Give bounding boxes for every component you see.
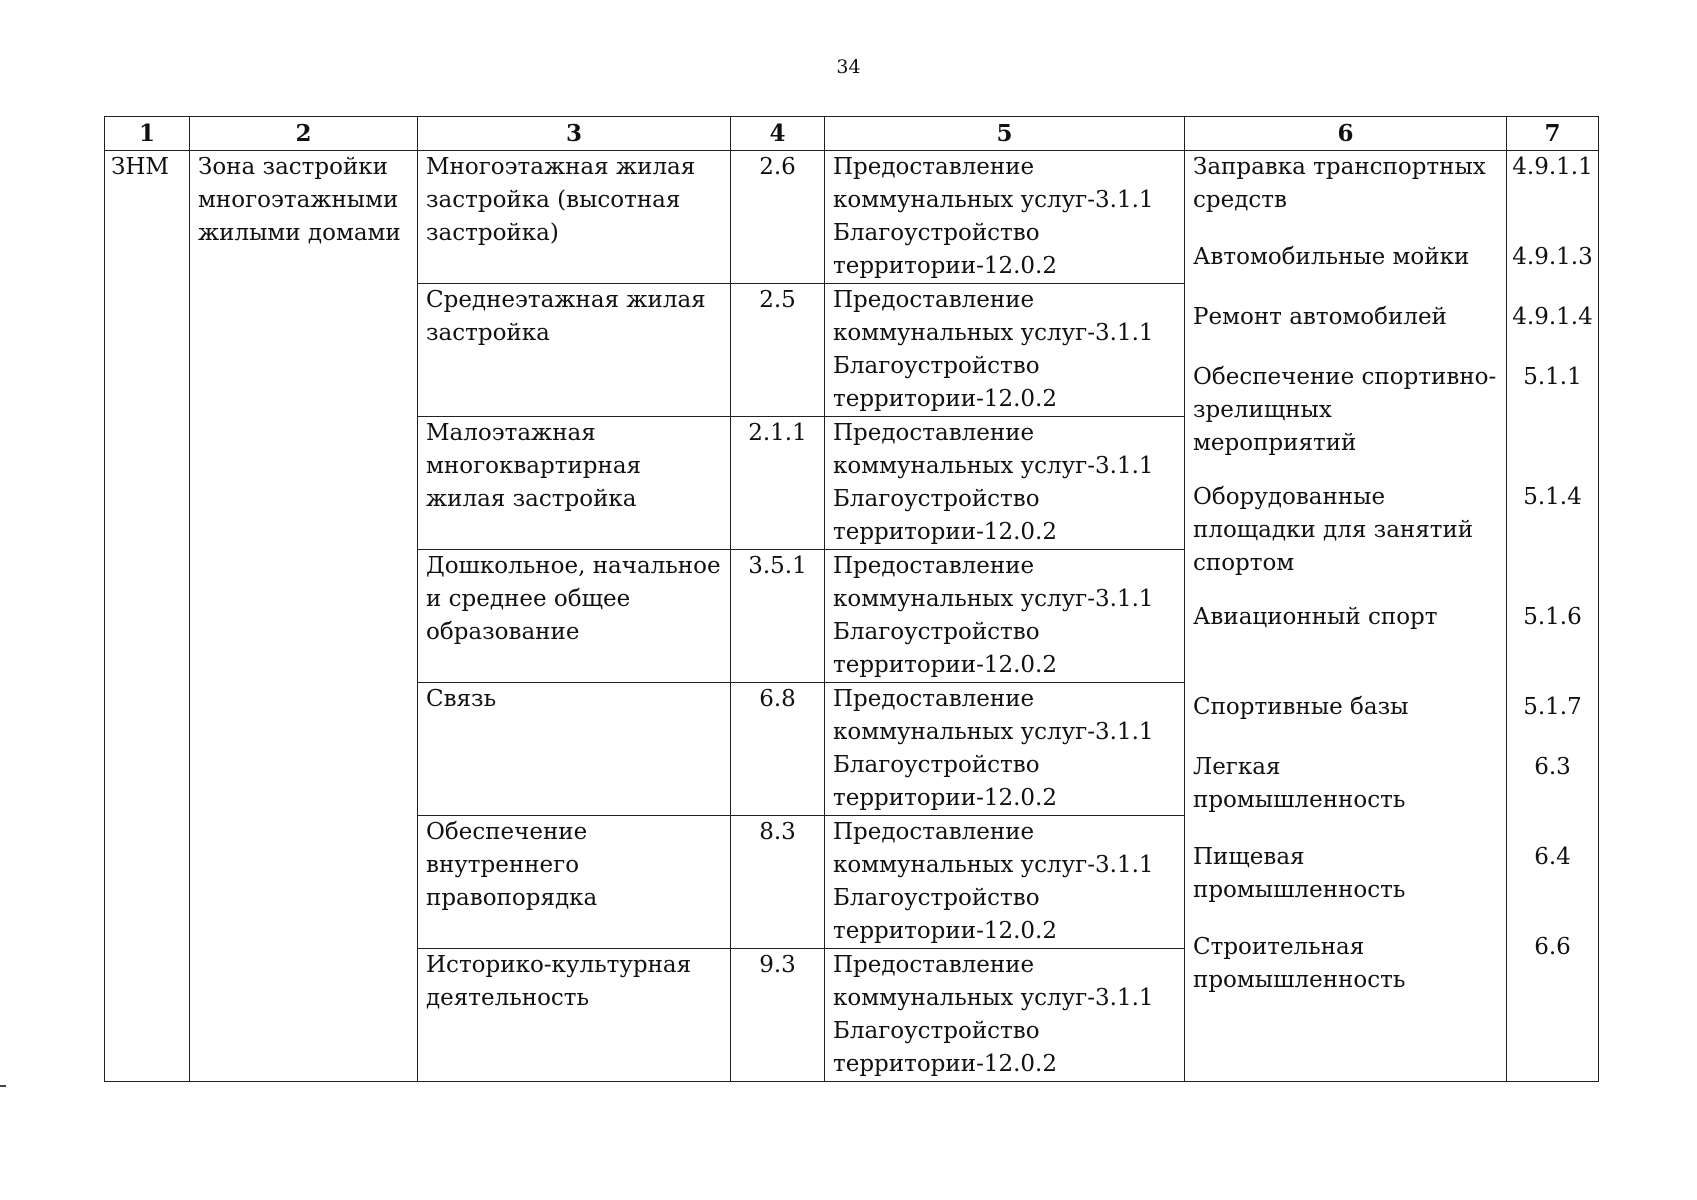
header-col-3: 3 bbox=[418, 117, 731, 151]
main-use-name: Связь bbox=[418, 683, 731, 816]
main-use-name: Обеспечение внутреннего правопорядка bbox=[418, 816, 731, 949]
conditional-use-name: Пищевая промышленность bbox=[1193, 844, 1406, 903]
header-col-7: 7 bbox=[1507, 117, 1599, 151]
zone-name: Зона застройки многоэтажными жилыми домами bbox=[190, 151, 418, 1082]
conditional-use-name: Заправка транспортных средств bbox=[1193, 154, 1486, 213]
main-use-code: 8.3 bbox=[731, 816, 825, 949]
conditional-use-code: 5.1.6 bbox=[1523, 604, 1582, 630]
conditional-use-code: 4.9.1.1 bbox=[1512, 154, 1593, 180]
aux-use-landscaping: Благоустройство территории-12.0.2 bbox=[833, 1018, 1057, 1077]
aux-use-landscaping: Благоустройство территории-12.0.2 bbox=[833, 486, 1057, 545]
conditional-use-name: Спортивные базы bbox=[1193, 694, 1409, 720]
main-use-code: 3.5.1 bbox=[731, 550, 825, 683]
aux-use-cell bbox=[825, 284, 1185, 417]
zone-code: ЗНМ bbox=[105, 151, 190, 1082]
conditional-use-code: 5.1.4 bbox=[1523, 484, 1582, 510]
conditional-use-code: 5.1.7 bbox=[1523, 694, 1582, 720]
conditional-use-name: Строительная промышленность bbox=[1193, 934, 1406, 993]
aux-use-utilities: Предоставление коммунальных услуг-3.1.1 bbox=[833, 819, 1154, 878]
conditional-use-code: 6.3 bbox=[1534, 754, 1571, 780]
conditional-use-name: Обеспечение спортивно-зрелищных мероприятий bbox=[1193, 364, 1497, 456]
aux-use-cell bbox=[825, 550, 1185, 683]
table-row bbox=[105, 151, 1599, 284]
main-use-code: 2.5 bbox=[731, 284, 825, 417]
conditional-use-name: Автомобильные мойки bbox=[1193, 244, 1470, 270]
aux-use-utilities: Предоставление коммунальных услуг-3.1.1 bbox=[833, 420, 1154, 479]
aux-use-cell bbox=[825, 417, 1185, 550]
main-use-name: Историко-культурная деятельность bbox=[418, 949, 731, 1082]
main-use-code: 2.1.1 bbox=[731, 417, 825, 550]
header-col-2: 2 bbox=[190, 117, 418, 151]
header-row bbox=[105, 117, 1599, 151]
main-use-name: Многоэтажная жилая застройка (высотная застройка) bbox=[418, 151, 731, 284]
aux-use-utilities: Предоставление коммунальных услуг-3.1.1 bbox=[833, 686, 1154, 745]
conditional-use-code: 4.9.1.4 bbox=[1512, 304, 1593, 330]
conditional-use-name: Легкая промышленность bbox=[1193, 754, 1406, 813]
aux-use-landscaping: Благоустройство территории-12.0.2 bbox=[833, 353, 1057, 412]
conditional-use-code: 6.6 bbox=[1534, 934, 1571, 960]
page-number: 34 bbox=[836, 56, 861, 78]
aux-use-landscaping: Благоустройство территории-12.0.2 bbox=[833, 220, 1057, 279]
conditional-uses-list bbox=[1185, 151, 1507, 1082]
aux-use-landscaping: Благоустройство территории-12.0.2 bbox=[833, 885, 1057, 944]
aux-use-cell bbox=[825, 949, 1185, 1082]
conditional-use-code: 5.1.1 bbox=[1523, 364, 1582, 390]
aux-use-utilities: Предоставление коммунальных услуг-3.1.1 bbox=[833, 553, 1154, 612]
aux-use-cell bbox=[825, 683, 1185, 816]
aux-use-landscaping: Благоустройство территории-12.0.2 bbox=[833, 619, 1057, 678]
conditional-codes-list bbox=[1507, 151, 1599, 1082]
header-col-1: 1 bbox=[105, 117, 190, 151]
aux-use-cell bbox=[825, 816, 1185, 949]
margin-mark bbox=[0, 1085, 6, 1087]
conditional-use-name: Ремонт автомобилей bbox=[1193, 304, 1447, 330]
main-use-name: Среднеэтажная жилая застройка bbox=[418, 284, 731, 417]
main-use-code: 2.6 bbox=[731, 151, 825, 284]
header-col-4: 4 bbox=[731, 117, 825, 151]
aux-use-cell bbox=[825, 151, 1185, 284]
header-col-5: 5 bbox=[825, 117, 1185, 151]
main-use-name: Малоэтажная многоквартирная жилая застройка bbox=[418, 417, 731, 550]
conditional-use-code: 4.9.1.3 bbox=[1512, 244, 1593, 270]
aux-use-landscaping: Благоустройство территории-12.0.2 bbox=[833, 752, 1057, 811]
aux-use-utilities: Предоставление коммунальных услуг-3.1.1 bbox=[833, 287, 1154, 346]
conditional-use-name: Авиационный спорт bbox=[1193, 604, 1438, 630]
aux-use-utilities: Предоставление коммунальных услуг-3.1.1 bbox=[833, 154, 1154, 213]
main-use-name: Дошкольное, начальное и среднее общее образование bbox=[418, 550, 731, 683]
header-col-6: 6 bbox=[1185, 117, 1507, 151]
main-use-code: 9.3 bbox=[731, 949, 825, 1082]
aux-use-utilities: Предоставление коммунальных услуг-3.1.1 bbox=[833, 952, 1154, 1011]
conditional-use-name: Оборудованные площадки для занятий спортом bbox=[1193, 484, 1474, 576]
zoning-table bbox=[104, 116, 1599, 1082]
main-use-code: 6.8 bbox=[731, 683, 825, 816]
conditional-use-code: 6.4 bbox=[1534, 844, 1571, 870]
